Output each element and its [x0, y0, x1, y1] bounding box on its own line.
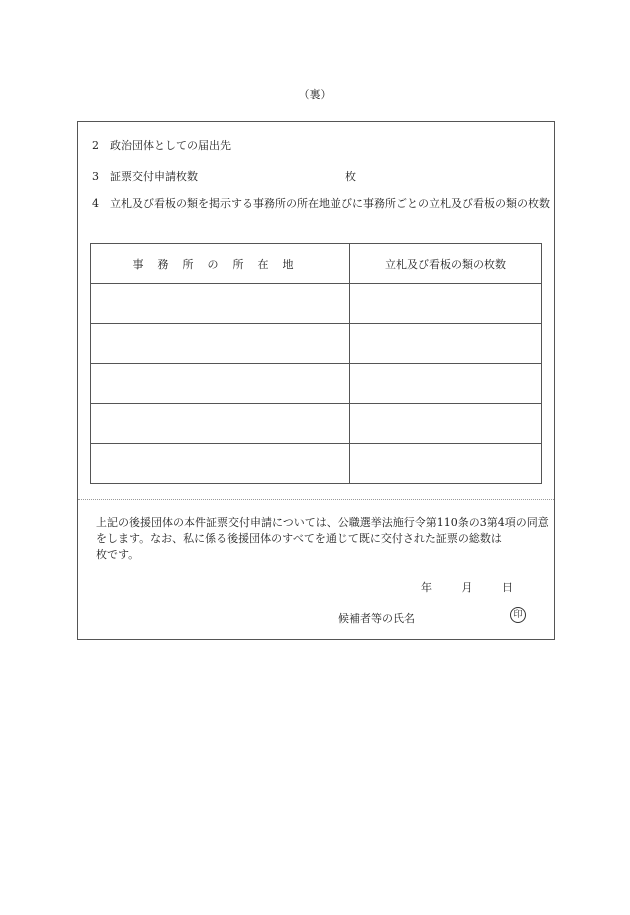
- sign-count-cell[interactable]: [350, 404, 542, 444]
- item-3-unit: 枚: [345, 170, 356, 183]
- table-row: [91, 404, 542, 444]
- header-office-location: 事務所の所在地: [91, 244, 350, 284]
- item-2-label: 2 政治団体としての届出先: [92, 139, 231, 152]
- office-location-cell[interactable]: [91, 444, 350, 484]
- seal-icon: 印: [510, 607, 526, 623]
- table-row: [91, 284, 542, 324]
- sign-count-cell[interactable]: [350, 444, 542, 484]
- consent-statement: 上記の後援団体の本件証票交付申請については、公職選挙法施行令第110条の3第4項の同意をします。なお、私に係る後援団体のすべてを通じて既に交付された証票の総数は 枚です。: [96, 516, 549, 561]
- page-title: （裏）: [298, 88, 332, 101]
- table-header-row: [91, 244, 542, 284]
- office-location-cell[interactable]: [91, 404, 350, 444]
- sign-count-cell[interactable]: [350, 324, 542, 364]
- candidate-name-label: 候補者等の氏名: [338, 612, 415, 625]
- office-location-cell[interactable]: [91, 324, 350, 364]
- date-line: 年 月 日: [421, 581, 513, 594]
- header-sign-count: 立札及び看板の類の枚数: [350, 244, 542, 284]
- sign-count-cell[interactable]: [350, 284, 542, 324]
- section-divider: [78, 499, 554, 500]
- sign-count-cell[interactable]: [350, 364, 542, 404]
- office-location-cell[interactable]: [91, 284, 350, 324]
- item-4-label: 4 立札及び看板の類を掲示する事務所の所在地並びに事務所ごとの立札及び看板の類の枚数: [92, 197, 550, 210]
- item-3-label: 3 証票交付申請枚数: [92, 170, 198, 183]
- table-row: [91, 364, 542, 404]
- office-location-cell[interactable]: [91, 364, 350, 404]
- table-row: [91, 444, 542, 484]
- office-table: [90, 243, 542, 484]
- table-row: [91, 324, 542, 364]
